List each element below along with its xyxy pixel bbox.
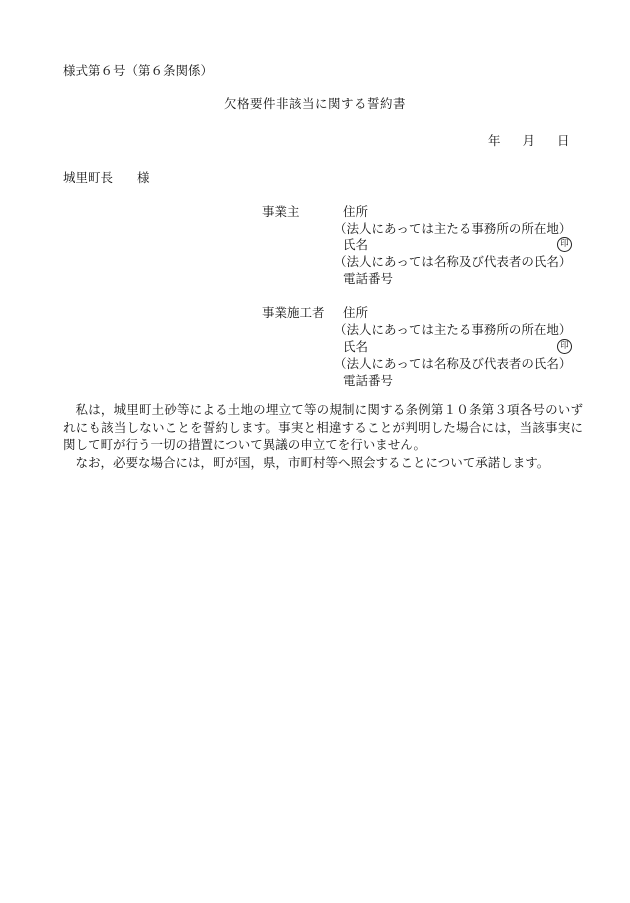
- date-line: [488, 133, 570, 149]
- name-label: 氏名: [343, 339, 369, 354]
- document-title: 欠格要件非該当に関する誓約書: [223, 96, 406, 111]
- addressee: [63, 170, 150, 186]
- pledge-paragraph: 私は，城里町土砂等による土地の埋立て等の規制に関する条例第１０条第３項各号のいずれにも該当しないことを誓約します。事実と相違することが判明した場合には，当該事実に関して町が行う一切の措置について異議の申立てを行いません。: [63, 402, 583, 452]
- addressee-name: 城里町長: [63, 170, 114, 185]
- name-label: 氏名: [343, 237, 369, 252]
- date-month-label: 月: [522, 133, 536, 148]
- date-day-label: 日: [557, 133, 570, 148]
- party-role-label: 事業施工者: [262, 305, 325, 320]
- seal-mark-icon: 印: [557, 339, 572, 354]
- address-note: （法人にあっては主たる事務所の所在地）: [334, 221, 572, 236]
- consent-paragraph: なお，必要な場合には，町が国，県，市町村等へ照会することについて承諾します。: [75, 454, 550, 470]
- addressee-honorific: 様: [137, 170, 150, 185]
- name-note: （法人にあっては名称及び代表者の氏名）: [334, 356, 572, 371]
- phone-label: 電話番号: [343, 271, 394, 286]
- pledge-body: [63, 401, 583, 471]
- form-number: 様式第６号（第６条関係）: [63, 63, 214, 78]
- phone-label: 電話番号: [343, 373, 394, 388]
- party-role-label: 事業主: [262, 204, 300, 219]
- address-label: 住所: [343, 305, 369, 320]
- date-year-label: 年: [488, 133, 501, 148]
- name-note: （法人にあっては名称及び代表者の氏名）: [334, 254, 572, 269]
- seal-mark-icon: 印: [557, 237, 572, 252]
- address-note: （法人にあっては主たる事務所の所在地）: [334, 322, 572, 337]
- address-label: 住所: [343, 204, 369, 219]
